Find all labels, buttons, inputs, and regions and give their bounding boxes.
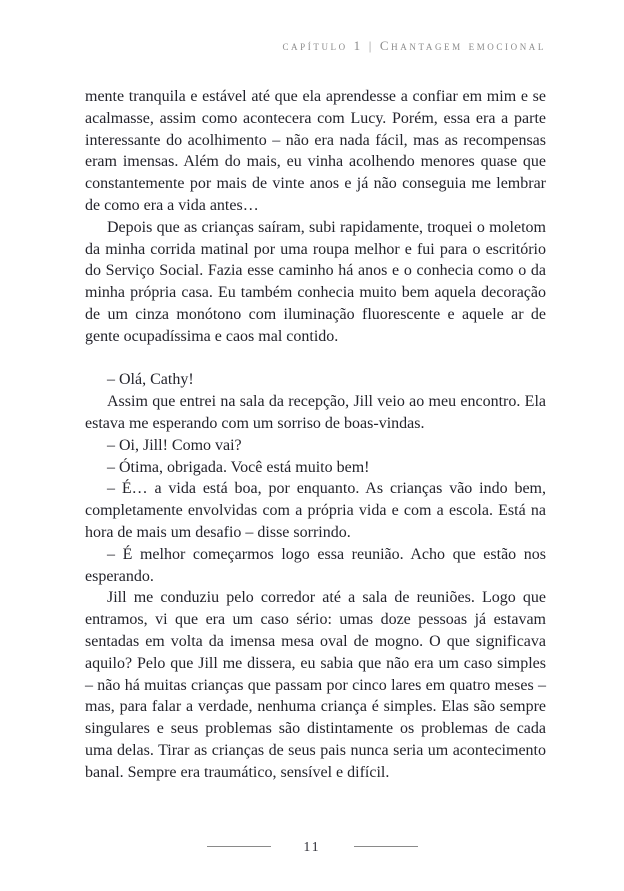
dialogue-line: – Oi, Jill! Como vai? [107,436,242,454]
paragraph: Depois que as crianças saíram, subi rapidamente, troquei o moletom da minha corrida matinal por uma roupa melhor e fui para o escritório do Serviço Social. Fazia esse caminho há anos e o conhecia como o da minha própria casa. Eu também conhecia muito bem aquela decoração de um cinza monótono com iluminação fluorescente e aquele ar de gente ocupadíssima e caos mal contido. [85,218,546,345]
paragraph-continuation: mente tranquila e estável até que ela aprendesse a confiar em mim e se acalmasse, assim como acontecera com Lucy. Porém, essa era a parte interessante do acolhimento – não era nada fácil, mas as recompensas eram imensas. Além do mais, eu vinha acolhendo menores quase que constantemente por mais de vinte anos e já não conseguia me lembrar de como era a vida antes… [85,88,546,214]
dialogue-line: – É… a vida está boa, por enquanto. As crianças vão indo bem, completamente envolvidas com a própria vida e com a escola. Está na hora de mais um desafio – disse sorrindo. [85,480,546,541]
paragraph: Jill me conduziu pelo corredor até a sala de reuniões. Logo que entramos, vi que era um caso sério: umas doze pessoas já estavam sentadas em volta da imensa mesa oval de mogno. O que significava aquilo? Pelo que Jill me dissera, eu sabia que não era um caso simples – não há muitas crianças que passam por cinco lares em quatro meses – mas, para falar a verdade, nenhuma criança é simples. Elas são sempre singulares e seus problemas são distintamente os problemas de cada uma delas. Tirar as crianças de seus pais nunca seria um acontecimento banal. Sempre era traumático, sensível e difícil. [85,589,546,781]
page-number: 11 [303,839,321,854]
paragraph: Assim que entrei na sala da recepção, Jill veio ao meu encontro. Ela estava me esperando com um sorriso de boas-vindas. [85,393,546,432]
book-title: Chantagem emocional [379,38,546,53]
chapter-label: capítulo 1 [282,38,363,53]
dialogue-line: – Olá, Cathy! [107,371,194,389]
page-body [85,86,546,784]
footer-rule-right [354,846,418,847]
running-header [85,38,546,54]
dialogue-line: – É melhor começarmos logo essa reunião. Acho que estão nos esperando. [85,545,546,585]
header-separator: | [368,38,374,53]
page-footer [0,840,624,854]
dialogue-line: – Ótima, obrigada. Você está muito bem! [107,458,370,476]
footer-rule-left [207,846,271,847]
